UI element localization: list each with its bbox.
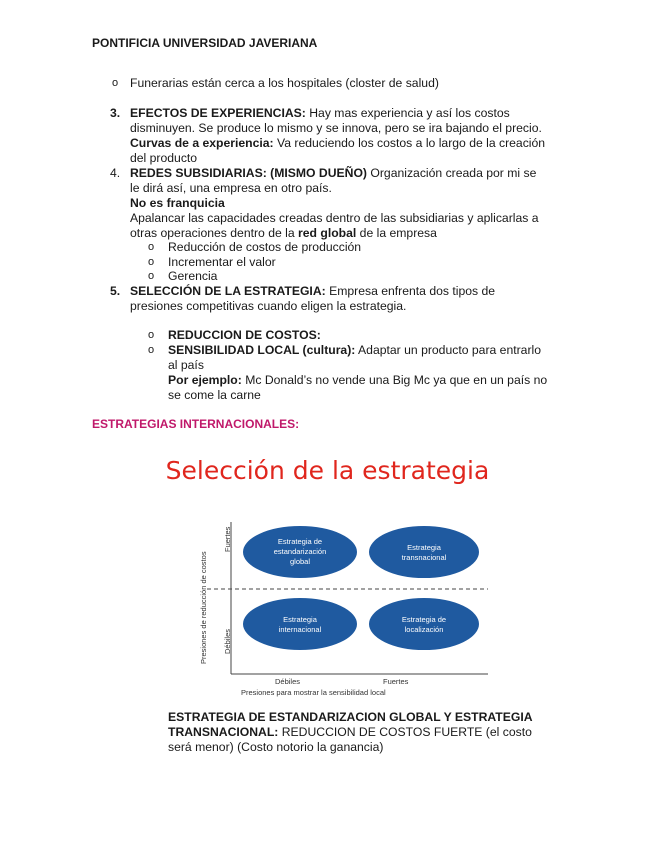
item3-line1-text: Hay mas experiencia y así los costos [305, 106, 510, 120]
x-tick-weak: Débiles [275, 677, 301, 686]
section-title: ESTRATEGIAS INTERNACIONALES: [92, 417, 300, 431]
item5-heading: SELECCIÓN DE LA ESTRATEGIA: [130, 284, 326, 298]
quadrant-ellipse [368, 597, 480, 651]
document-header: PONTIFICIA UNIVERSIDAD JAVERIANA [92, 36, 318, 50]
item-number: 5. [110, 284, 121, 298]
quadrant-global-standardization [242, 525, 358, 579]
item3-line3 [130, 136, 545, 151]
item5-sub-1: REDUCCION DE COSTOS: [168, 328, 321, 342]
item3-line2: disminuyen. Se produce lo mismo y se innova, pero se ira bajando el precio. [130, 121, 542, 135]
quadrant-localization [368, 597, 480, 651]
bullet-o-icon: o [112, 77, 119, 89]
quadrant-label-line: global [289, 557, 311, 566]
item4-line1 [130, 166, 536, 181]
bullet-o-icon: o [148, 329, 155, 341]
quadrant-label-line: Estrategia de [401, 615, 447, 624]
bullet-o-icon: o [148, 241, 155, 253]
quadrant-label-line: localización [404, 625, 444, 634]
item4-sub-1: Reducción de costos de producción [168, 240, 362, 254]
item5-line2: presiones competitivas cuando eligen la estrategia. [130, 299, 407, 313]
quadrant-label-line: Estrategia [283, 615, 317, 624]
intro-bullet-text: Funerarias están cerca a los hospitales (closter de salud) [130, 76, 439, 90]
conclusion-line3: será menor) (Costo notorio la ganancia) [168, 740, 384, 754]
quadrant-label-line: transnacional [401, 553, 447, 562]
item3-line4: del producto [130, 151, 198, 165]
quadrant-label-line: internacional [278, 625, 322, 634]
bullet-o-icon: o [148, 344, 155, 356]
strategy-matrix-diagram [193, 512, 493, 702]
item3-line3-text: Va reduciendo los costos a lo largo de la creación [273, 136, 546, 150]
item5-example [168, 373, 547, 388]
quadrant-transnational [368, 525, 480, 579]
quadrant-label-line: Estrategia de [277, 537, 323, 546]
item4-line5-post: de la empresa [356, 226, 437, 240]
item-number: 4. [110, 166, 121, 180]
item4-line5-bold: red global [298, 226, 357, 240]
y-axis-label: Presiones de reducción de costos [199, 551, 208, 664]
item5-sub-2 [168, 343, 541, 358]
conclusion-bold: TRANSNACIONAL: [168, 725, 279, 739]
item3-subheading: Curvas de a experiencia: [130, 136, 274, 150]
x-tick-strong: Fuertes [383, 677, 409, 686]
item-number: 3. [110, 106, 121, 120]
bullet-o-icon: o [148, 270, 155, 282]
quadrant-label-line: estandarización [273, 547, 327, 556]
slide-title: Selección de la estrategia [165, 456, 490, 485]
item4-line2: le dirá así, una empresa en otro país. [130, 181, 332, 195]
item5-example-line2: se come la carne [168, 388, 261, 402]
item4-heading: REDES SUBSIDIARIAS: (MISMO DUEÑO) [130, 166, 367, 180]
item4-line4: Apalancar las capacidades creadas dentro de las subsidiarias y aplicarlas a [130, 211, 539, 225]
bullet-o-icon: o [148, 256, 155, 268]
item4-line3: No es franquicia [130, 196, 225, 210]
item3-heading: EFECTOS DE EXPERIENCIAS: [130, 106, 306, 120]
x-axis-label: Presiones para mostrar la sensibilidad local [241, 688, 386, 697]
conclusion-line1: ESTRATEGIA DE ESTANDARIZACION GLOBAL Y ESTRATEGIA [168, 710, 533, 724]
item5-example-text: Mc Donald’s no vende una Big Mc ya que en un país no [241, 373, 548, 387]
conclusion-line2-text: REDUCCION DE COSTOS FUERTE (el costo [278, 725, 532, 739]
item4-sub-3: Gerencia [168, 269, 218, 283]
item5-sub2-line2: al país [168, 358, 204, 372]
y-tick-weak: Débiles [223, 628, 232, 654]
item5-sub2-bold: SENSIBILIDAD LOCAL (cultura): [168, 343, 356, 357]
quadrant-label-line: Estrategia [407, 543, 441, 552]
quadrant-ellipse [368, 525, 480, 579]
conclusion-line2 [168, 725, 532, 740]
item5-line1 [130, 284, 495, 299]
item4-line5 [130, 226, 437, 241]
quadrant-international [242, 597, 358, 651]
item4-line5-pre: otras operaciones dentro de la [130, 226, 299, 240]
item5-sub2-text: Adaptar un producto para entrarlo [355, 343, 541, 357]
item4-line1-text: Organización creada por mi se [367, 166, 537, 180]
item5-line1-text: Empresa enfrenta dos tipos de [325, 284, 496, 298]
y-tick-strong: Fuertes [223, 526, 232, 552]
quadrant-ellipse [242, 597, 358, 651]
item5-example-bold: Por ejemplo: [168, 373, 242, 387]
item3-line1 [130, 106, 510, 121]
item4-sub-2: Incrementar el valor [168, 255, 276, 269]
